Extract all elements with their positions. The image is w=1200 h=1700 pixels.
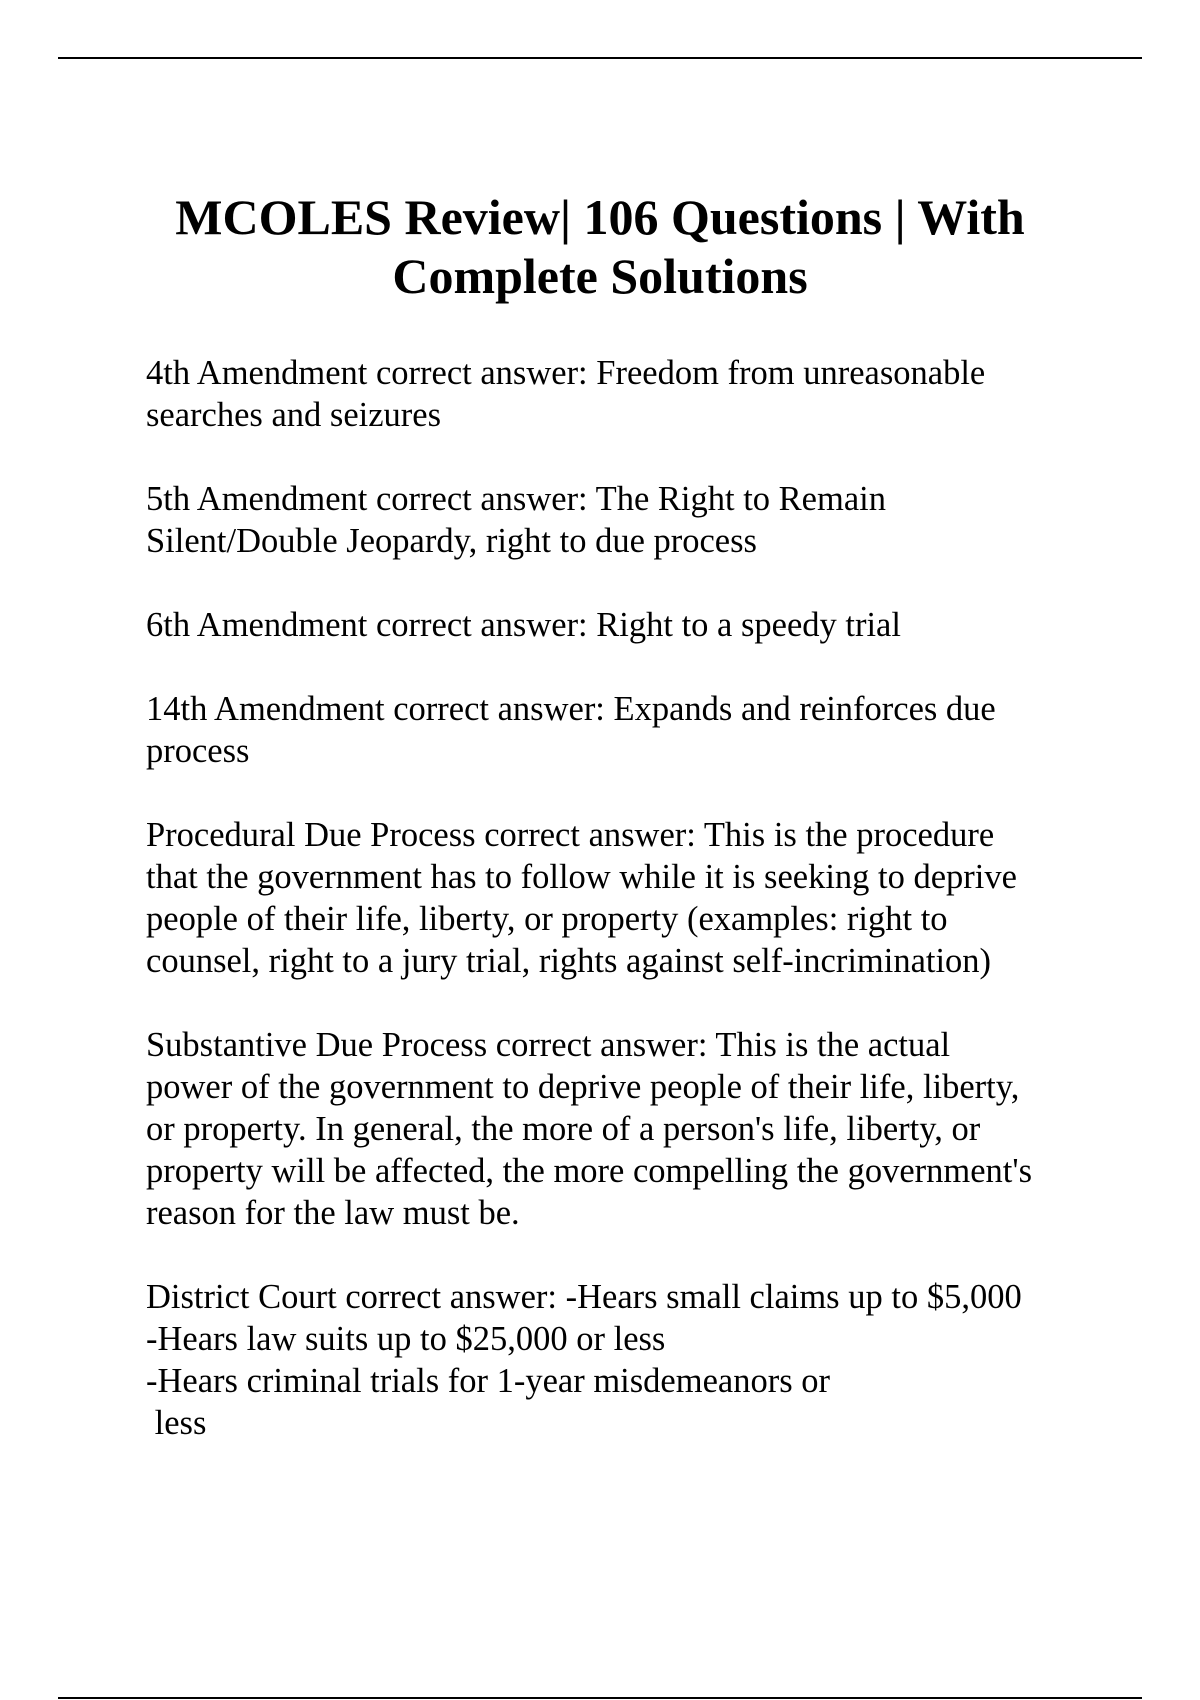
entry-line: property will be affected, the more compelling the government's <box>146 1152 1032 1190</box>
qa-entry-procedural-due-process <box>146 814 1156 982</box>
entry-line: -Hears criminal trials for 1-year misdemeanors or <box>146 1362 830 1400</box>
qa-entry-district-court <box>146 1276 1156 1444</box>
entry-line: 4th Amendment correct answer: Freedom from unreasonable <box>146 354 986 392</box>
entry-line: reason for the law must be. <box>146 1194 520 1232</box>
entry-line: that the government has to follow while it is seeking to deprive <box>146 858 1017 896</box>
entry-line: Substantive Due Process correct answer: This is the actual <box>146 1026 951 1064</box>
qa-entry-14th-amendment <box>146 688 1156 772</box>
qa-list <box>146 352 1156 1486</box>
entry-line: Silent/Double Jeopardy, right to due process <box>146 522 757 560</box>
entry-line: 5th Amendment correct answer: The Right to Remain <box>146 480 886 518</box>
title-line: Complete Solutions <box>392 248 808 304</box>
entry-line: searches and seizures <box>146 396 442 434</box>
title-line: MCOLES Review| 106 Questions | With <box>175 189 1025 245</box>
entry-line: 6th Amendment correct answer: Right to a speedy trial <box>146 606 901 644</box>
entry-line: 14th Amendment correct answer: Expands and reinforces due <box>146 690 996 728</box>
entry-line: or property. In general, the more of a person's life, liberty, or <box>146 1110 981 1148</box>
top-rule <box>58 57 1142 59</box>
entry-line: power of the government to deprive people of their life, liberty, <box>146 1068 1020 1106</box>
document-title <box>100 188 1100 306</box>
qa-entry-5th-amendment <box>146 478 1156 562</box>
bottom-rule <box>58 1697 1142 1699</box>
entry-line: process <box>146 732 250 770</box>
entry-line: less <box>146 1404 207 1442</box>
entry-line: counsel, right to a jury trial, rights against self-incrimination) <box>146 942 992 980</box>
entry-line: District Court correct answer: -Hears small claims up to $5,000 <box>146 1278 1022 1316</box>
qa-entry-6th-amendment <box>146 604 1156 646</box>
entry-line: Procedural Due Process correct answer: This is the procedure <box>146 816 995 854</box>
entry-line: -Hears law suits up to $25,000 or less <box>146 1320 666 1358</box>
qa-entry-4th-amendment <box>146 352 1156 436</box>
entry-line: people of their life, liberty, or property (examples: right to <box>146 900 948 938</box>
qa-entry-substantive-due-process <box>146 1024 1156 1234</box>
